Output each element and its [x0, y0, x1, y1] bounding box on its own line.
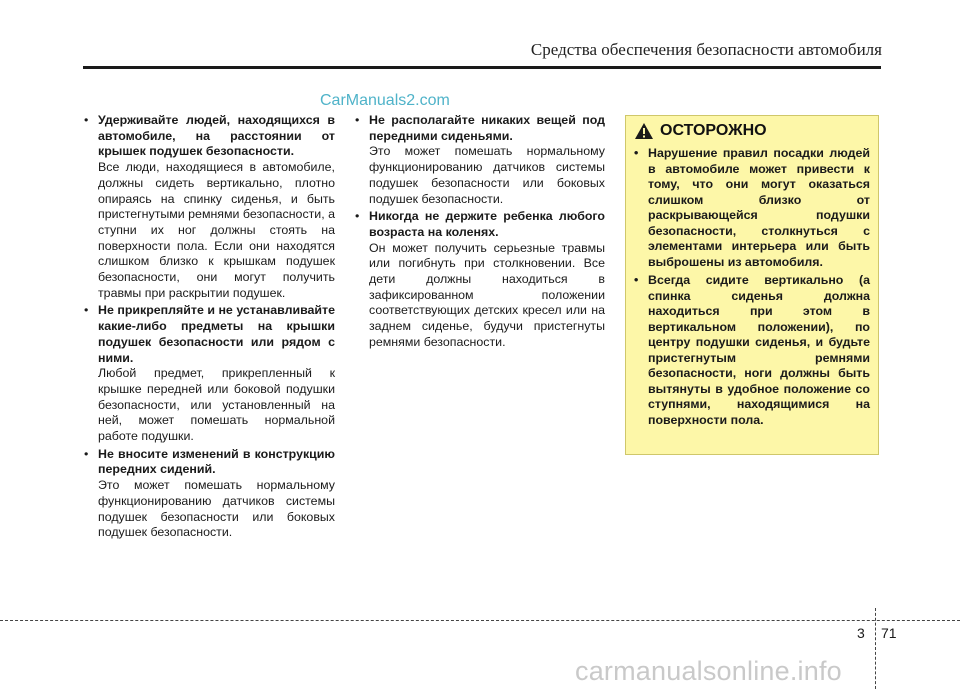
bullet-icon: • — [84, 113, 89, 127]
bullet-icon: • — [84, 446, 89, 461]
bullet-icon: • — [355, 113, 360, 127]
item-body: Все люди, находящиеся в автомобиле, должны сидеть вертикально, плотно опираясь на спинку сиденья, и быть пристегнутыми ремнями безопасности, а ступни их ног должны стоять на поверхности пола. Если они находятся слишком близко к крышкам подушек безопасности, они могут получить травмы при раскрытии подушек. — [98, 160, 336, 300]
footer-vertical-rule — [875, 608, 876, 689]
list-item — [84, 303, 335, 444]
bullet-icon: • — [84, 303, 89, 318]
watermark-top: CarManuals2.com — [320, 92, 450, 109]
list-item — [84, 447, 335, 541]
chapter-number: 3 — [857, 625, 865, 641]
item-lead: Не прикрепляйте и не устанавливайте какие-либо предметы на крышки подушек безопасности или рядом с ними. — [98, 303, 335, 365]
warning-item — [634, 273, 870, 428]
column-left — [84, 113, 335, 543]
warning-title: ОСТОРОЖНО — [660, 122, 767, 139]
warning-text: Нарушение правил посадки людей в автомобиле может привести к тому, что они могут оказаться слишком близко от раскрывающейся подушки безопасности, столкнуться с элементами интерьера или быть выброшены из автомобиля. — [648, 146, 870, 269]
warning-text: Всегда сидите вертикально (а спинка сиденья должна находиться при этом в вертикальном положении), по центру подушки сиденья, и будьте пристегнутым ремнями безопасности, ноги должны быть вытянуты в удобное положение со ступнями, находящимися на поверхности пола. — [648, 273, 870, 427]
watermark-bottom: carmanualsonline.info — [575, 656, 842, 686]
item-body: Он может получить серьезные травмы или погибнуть при столкновении. Все дети должны находиться в зафиксированном положении соответствующих детских кресел или на заднем сиденье, будучи пристегнуты ремнями безопасности. — [369, 240, 605, 349]
bullet-icon: • — [355, 209, 360, 224]
bullet-icon: • — [634, 146, 639, 160]
item-lead: Удерживайте людей, находящихся в автомобиле, на расстоянии от крышек подушек безопасности. — [98, 113, 335, 159]
item-body: Это может помешать нормальному функционированию датчиков системы подушек безопасности или боковых подушек безопасности. — [369, 144, 605, 206]
item-lead: Не вносите изменений в конструкцию передних сидений. — [98, 446, 335, 477]
warning-list — [634, 146, 870, 431]
item-body: Любой предмет, прикрепленный к крышке передней или боковой подушки безопасности, или установленный на ней, может помешать нормальной работе подушки. — [98, 366, 335, 444]
bullet-icon: • — [634, 273, 639, 287]
footer-dashed-rule — [0, 620, 960, 621]
item-lead: Не располагайте никаких вещей под передними сиденьями. — [369, 113, 605, 143]
list-item — [84, 113, 335, 301]
warning-item — [634, 146, 870, 270]
warning-triangle-icon — [634, 122, 654, 140]
item-lead: Никогда не держите ребенка любого возраста на коленях. — [369, 209, 605, 239]
list-item — [355, 113, 605, 207]
header-rule — [83, 66, 881, 69]
column-middle — [355, 113, 605, 353]
list-item — [355, 209, 605, 350]
warning-box — [625, 115, 879, 455]
page-header-title: Средства обеспечения безопасности автомобиля — [530, 40, 882, 59]
page-number: 71 — [881, 625, 897, 641]
item-body: Это может помешать нормальному функционированию датчиков системы подушек безопасности или боковых подушек безопасности. — [98, 478, 335, 540]
warning-header — [634, 122, 767, 140]
